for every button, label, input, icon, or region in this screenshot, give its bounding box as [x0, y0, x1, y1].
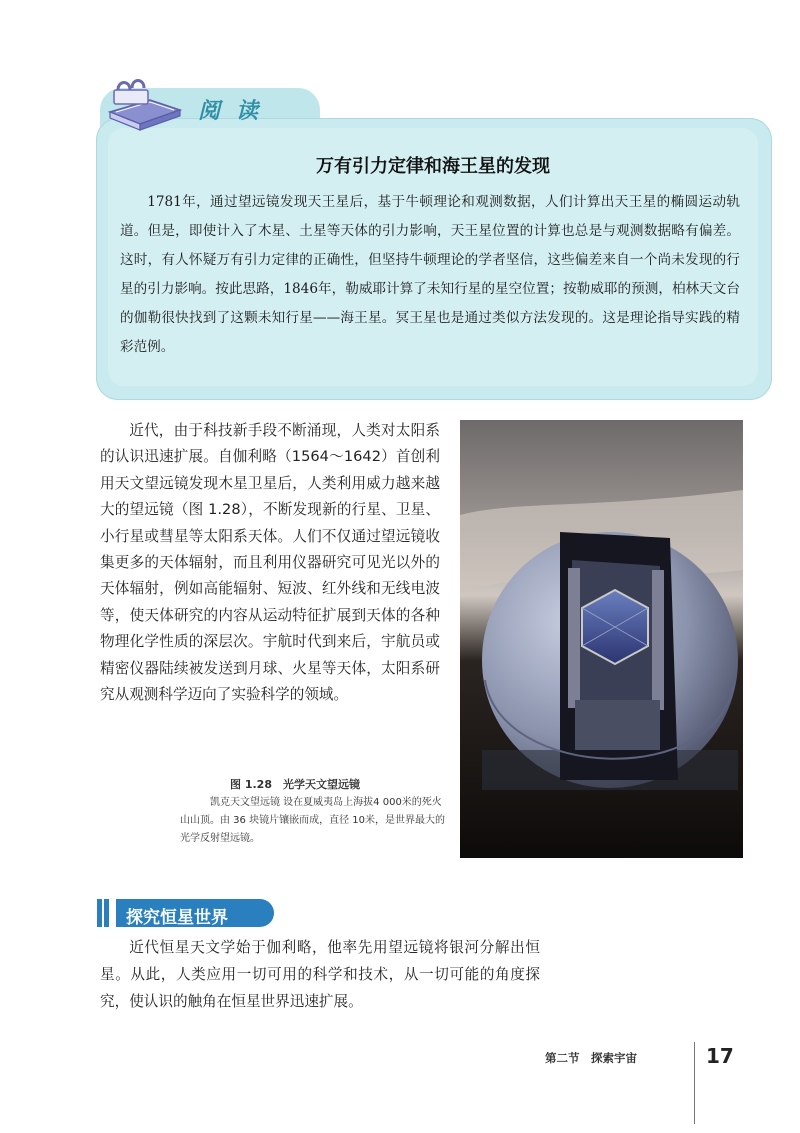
- section-heading-bar-stripe: [102, 899, 104, 927]
- reading-title: 万有引力定律和海王星的发现: [316, 156, 550, 177]
- figure-caption-body: 凯克天文望远镜 设在夏威夷岛上海拔4 000米的死火山山顶。由 36 块镜片镶嵌而成，直径 10米，是世界最大的光学反射望远镜。: [180, 797, 445, 844]
- figure-caption-title: 图 1.28 光学天文望远镜: [230, 778, 360, 791]
- main-paragraph: 近代，由于科技新手段不断涌现，人类对太阳系的认识迅速扩展。自伽利略（1564～1642）首创利用天文望远镜发现木星卫星后，人类利用威力越来越大的望远镜（图 1.28），不断发现新的行星、卫星、小行星或彗星等太阳系天体。人们不仅通过望远镜收集更多的天体辐射，而且利用仪器研究可见光以外的天体辐射，例如高能辐射、短波、红外线和无线电波等，使天体研究的内容从运动特征扩展到天体的各种物理化学性质的深层次。宇航时代到来后，宇航员或精密仪器陆续被发送到月球、火星等天体，太阳系研究从观测科学迈向了实验科学的领域。: [100, 422, 440, 704]
- reading-body: 1781年，通过望远镜发现天王星后，基于牛顿理论和观测数据，人们计算出天王星的椭圆运动轨道。但是，即使计入了木星、土星等天体的引力影响，天王星位置的计算也总是与观测数据略有偏差。这时，有人怀疑万有引力定律的正确性，但坚持牛顿理论的学者坚信，这些偏差来自一个尚未发现的行星的引力影响。按此思路，1846年，勒威耶计算了未知行星的星空位置；按勒威耶的预测，柏林天文台的伽勒很快找到了这颗未知行星——海王星。冥王星也是通过类似方法发现的。这是理论指导实践的精彩范例。: [120, 194, 740, 355]
- telescope-photo: [460, 420, 743, 858]
- footer-chapter-label: 第二节 探索宇宙: [545, 1051, 637, 1065]
- keck-observatory-image: [460, 420, 743, 858]
- page-number: 17: [706, 1044, 734, 1068]
- section-heading: 探究恒星世界: [126, 908, 228, 928]
- book-icon: [102, 72, 186, 136]
- reading-tab-label: 阅读: [198, 99, 275, 124]
- footer-divider: [694, 1042, 695, 1124]
- section-paragraph: 近代恒星天文学始于伽利略，他率先用望远镜将银河分解出恒星。从此，人类应用一切可用的科学和技术，从一切可能的角度探究，使认识的触角在恒星世界迅速扩展。: [100, 939, 540, 1010]
